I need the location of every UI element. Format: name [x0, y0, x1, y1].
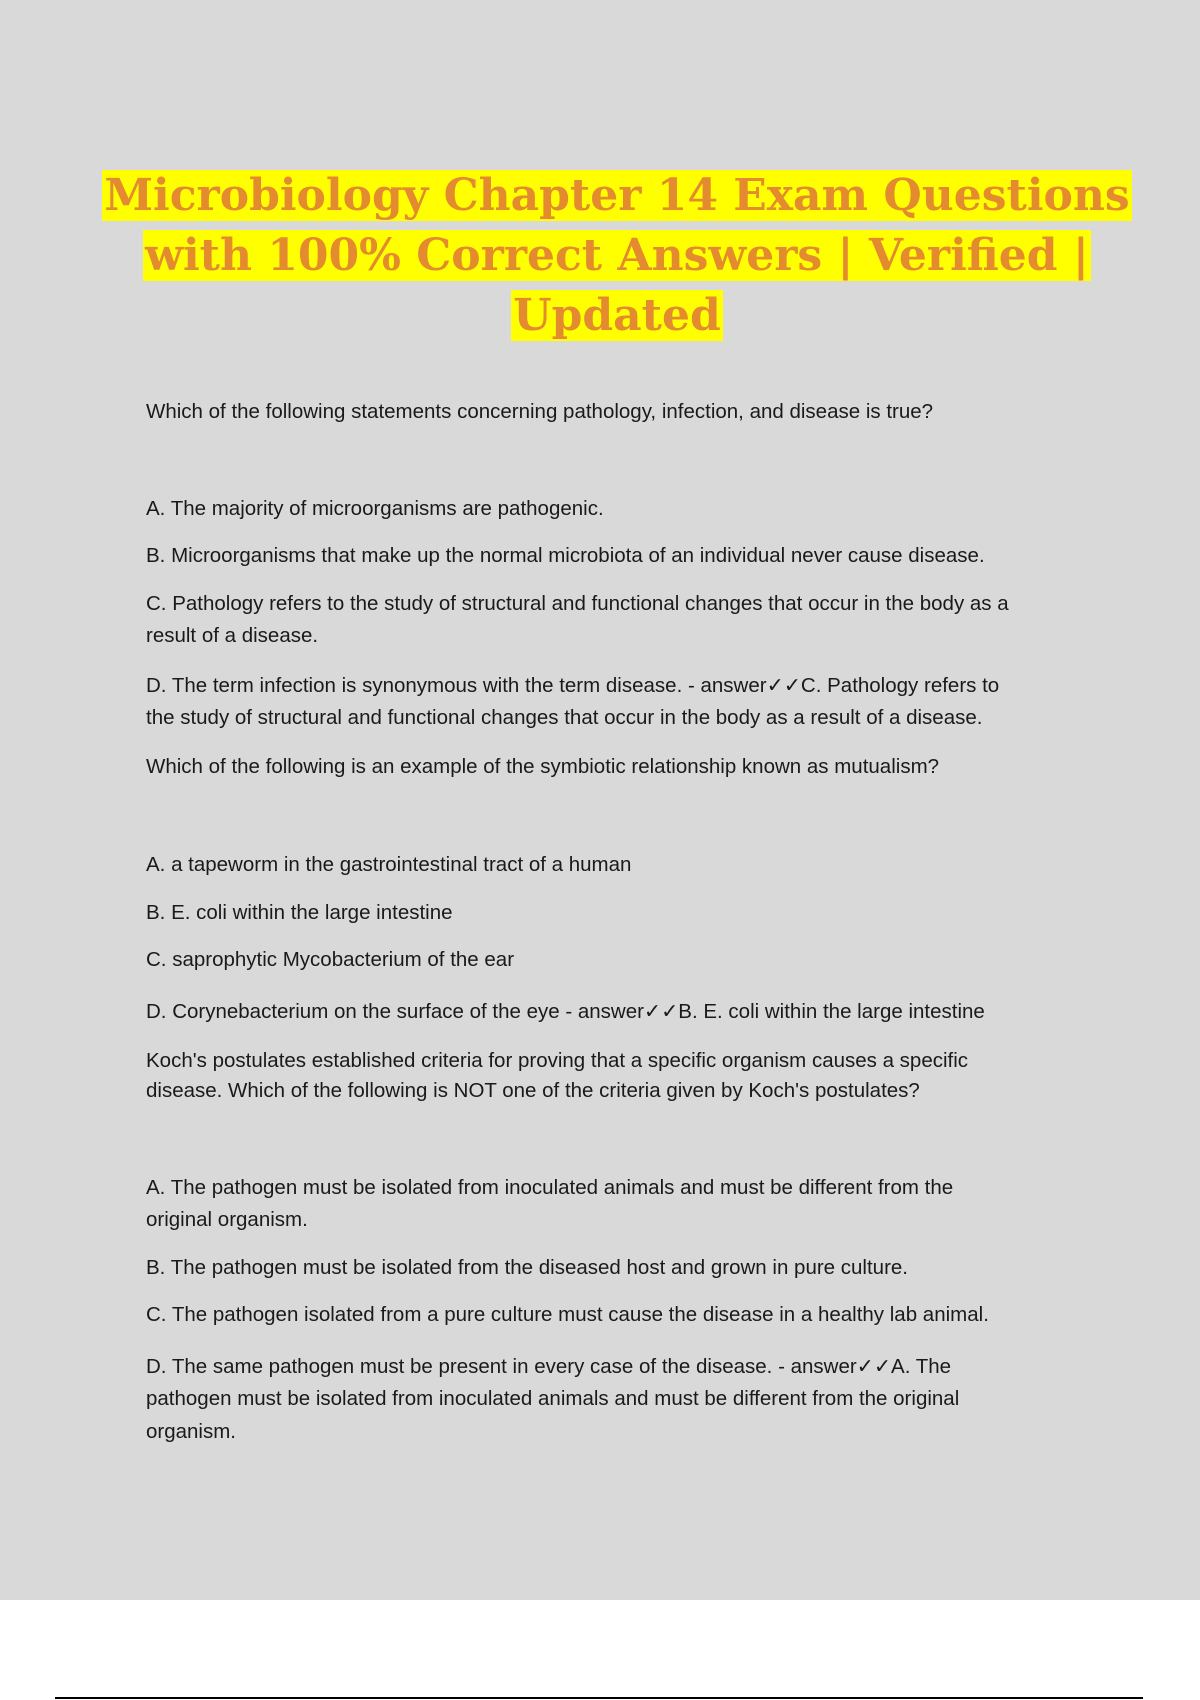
question-3-option-d-line-2: pathogen must be isolated from inoculated animals and must be different from the original [146, 1387, 960, 1410]
question-1-option-d-line-1: D. The term infection is synonymous with the term disease. - answer✓✓C. Pathology refers to [146, 674, 1000, 697]
title-line-3: Updated [513, 290, 721, 341]
title-line-2: with 100% Correct Answers | Verified | [145, 230, 1089, 281]
document-title [0, 166, 1200, 346]
question-2-option-b: B. E. coli within the large intestine [146, 901, 453, 924]
page-bottom-rule [55, 1697, 1143, 1699]
question-1-stem: Which of the following statements concerning pathology, infection, and disease is true? [146, 400, 934, 423]
question-2-option-c: C. saprophytic Mycobacterium of the ear [146, 948, 515, 971]
question-2-option-d: D. Corynebacterium on the surface of the eye - answer✓✓B. E. coli within the large intestine [146, 1000, 985, 1023]
question-1-option-a: A. The majority of microorganisms are pathogenic. [146, 497, 604, 520]
question-2-option-a: A. a tapeworm in the gastrointestinal tract of a human [146, 853, 632, 876]
title-line-1: Microbiology Chapter 14 Exam Questions [104, 170, 1130, 221]
question-1-option-b: B. Microorganisms that make up the normal microbiota of an individual never cause disease. [146, 544, 985, 567]
question-1-option-c-line-1: C. Pathology refers to the study of structural and functional changes that occur in the body as a [146, 592, 1009, 615]
question-3-stem-line-2: disease. Which of the following is NOT one of the criteria given by Koch's postulates? [146, 1079, 920, 1102]
question-3-option-d-line-3: organism. [146, 1420, 237, 1443]
question-3-option-a-line-2: original organism. [146, 1208, 308, 1231]
question-3-option-b: B. The pathogen must be isolated from the diseased host and grown in pure culture. [146, 1256, 909, 1279]
question-1-option-c-line-2: result of a disease. [146, 624, 319, 647]
question-3-option-a-line-1: A. The pathogen must be isolated from inoculated animals and must be different from the [146, 1176, 954, 1199]
question-3-option-c: C. The pathogen isolated from a pure culture must cause the disease in a healthy lab animal. [146, 1303, 989, 1326]
question-2-stem: Which of the following is an example of the symbiotic relationship known as mutualism? [146, 755, 940, 778]
question-3-option-d-line-1: D. The same pathogen must be present in every case of the disease. - answer✓✓A. The [146, 1355, 952, 1378]
question-1-option-d-line-2: the study of structural and functional changes that occur in the body as a result of a disease. [146, 706, 983, 729]
question-3-stem-line-1: Koch's postulates established criteria for proving that a specific organism causes a specific [146, 1049, 969, 1072]
